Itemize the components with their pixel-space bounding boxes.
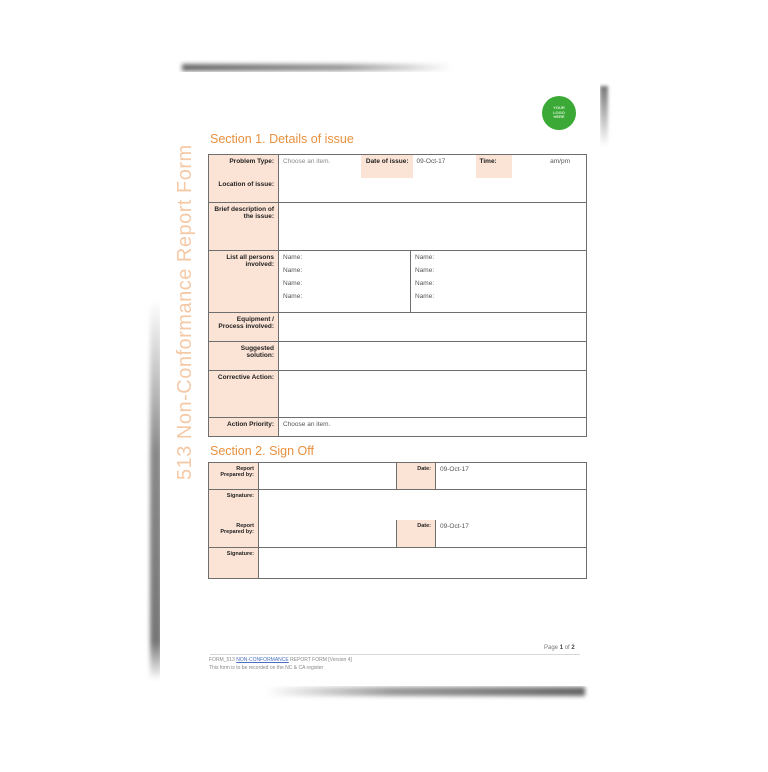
logo-text-line: HERE <box>553 114 565 120</box>
footer-divider <box>210 654 580 655</box>
person-name-field[interactable]: Name: <box>283 292 303 300</box>
report-prepared-by-field[interactable] <box>259 463 397 490</box>
sign-off-date-field[interactable]: 09-Oct-17 <box>436 520 587 547</box>
section-1-header-table <box>208 154 587 179</box>
page-prefix: Page <box>544 645 560 651</box>
sign-off-date-field[interactable]: 09-Oct-17 <box>436 463 587 490</box>
suggested-solution-label: Suggested solution: <box>209 341 279 370</box>
page-of: of <box>563 645 572 651</box>
person-name-field[interactable]: Name: <box>283 266 303 274</box>
action-priority-label: Action Priority: <box>209 417 279 436</box>
time-label: Time: <box>476 155 512 179</box>
page-shadow-top <box>182 64 452 71</box>
footer-note: This form is to be recorded on the NC & CA register <box>209 665 324 671</box>
signature-field[interactable] <box>259 547 587 578</box>
page-current: 1 <box>559 645 564 651</box>
persons-involved-label: List all persons involved: <box>209 250 279 312</box>
report-prepared-by-label: Report Prepared by: <box>209 463 259 490</box>
time-field[interactable]: am/pm <box>512 155 587 179</box>
equipment-field[interactable] <box>279 312 587 341</box>
person-name-field[interactable]: Name: <box>415 292 435 300</box>
report-prepared-by-label: Report Prepared by: <box>209 520 259 547</box>
page-number <box>544 645 575 651</box>
location-label: Location of issue: <box>209 178 279 202</box>
signature-label: Signature: <box>209 490 259 521</box>
description-label: Brief description of the issue: <box>209 202 279 250</box>
form-title-link[interactable]: NON-CONFORMANCE <box>236 657 289 663</box>
corrective-action-label: Corrective Action: <box>209 370 279 417</box>
signature-field[interactable] <box>259 490 587 521</box>
logo-text-line: LOGO <box>553 109 565 115</box>
date-of-issue-field[interactable]: 09-Oct-17 <box>413 155 476 179</box>
signature-label: Signature: <box>209 547 259 578</box>
person-name-field[interactable]: Name: <box>283 279 303 287</box>
date-label: Date: <box>397 520 436 547</box>
date-of-issue-label: Date of issue: <box>361 155 413 179</box>
vertical-document-title: 513 Non-Conformance Report Form <box>174 144 196 480</box>
equipment-label: Equipment / Process involved: <box>209 312 279 341</box>
persons-left-column <box>279 250 411 312</box>
sign-off-table-2 <box>208 520 587 579</box>
problem-type-dropdown[interactable]: Choose an item. <box>279 155 361 179</box>
description-field[interactable] <box>279 202 587 250</box>
report-prepared-by-field[interactable] <box>259 520 397 547</box>
page-shadow-right <box>600 86 608 146</box>
suggested-solution-field[interactable] <box>279 341 587 370</box>
page-shadow-bottom <box>265 687 585 696</box>
location-field[interactable] <box>279 178 587 202</box>
person-name-field[interactable]: Name: <box>415 266 435 274</box>
action-priority-dropdown[interactable]: Choose an item. <box>279 417 587 436</box>
section-2-title: Section 2. Sign Off <box>210 444 314 458</box>
logo-placeholder <box>542 96 576 130</box>
person-name-field[interactable]: Name: <box>415 253 435 261</box>
form-code-text: FORM_513 <box>209 657 237 663</box>
section-1-details-table <box>208 178 587 437</box>
person-name-field[interactable]: Name: <box>415 279 435 287</box>
persons-right-column <box>411 250 587 312</box>
sign-off-table-1 <box>208 462 587 521</box>
footer-form-code <box>209 657 352 663</box>
form-version-text: REPORT FORM [Version 4] <box>288 657 352 663</box>
logo-text-line: YOUR <box>553 105 565 111</box>
corrective-action-field[interactable] <box>279 370 587 417</box>
section-1-title: Section 1. Details of issue <box>210 132 354 146</box>
problem-type-label: Problem Type: <box>209 155 279 179</box>
date-label: Date: <box>397 463 436 490</box>
person-name-field[interactable]: Name: <box>283 253 303 261</box>
page-total: 2 <box>571 645 575 651</box>
